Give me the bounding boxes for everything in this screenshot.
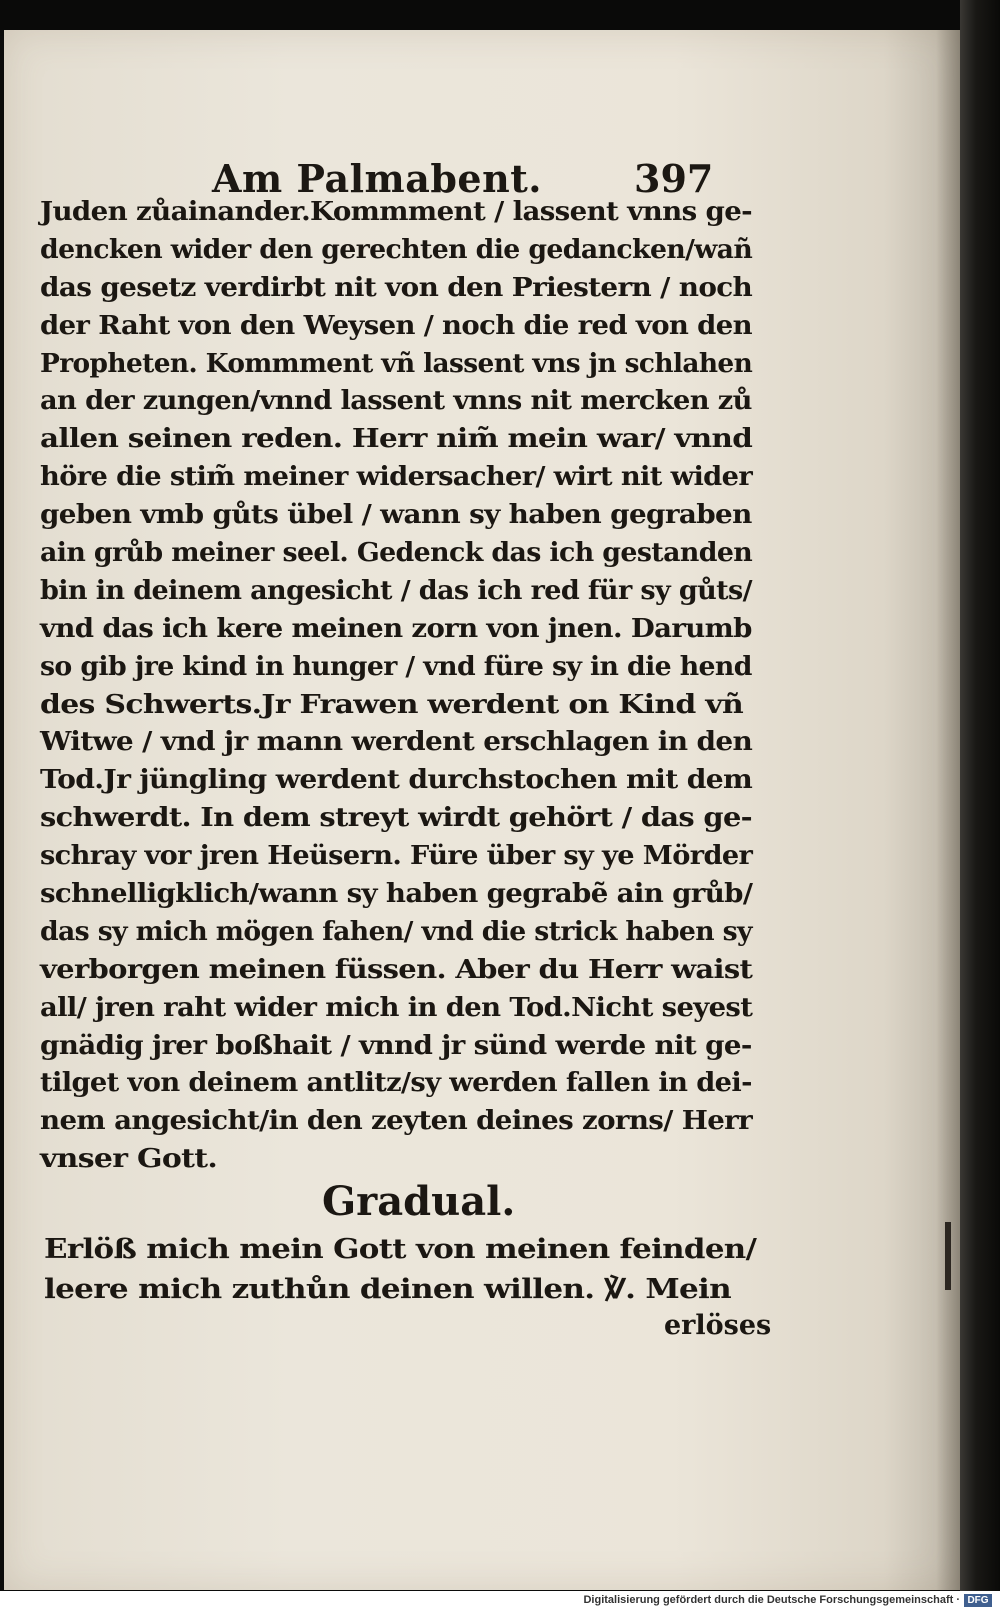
text-line: Tod.Jr jüngling werdent durchstochen mit dem bbox=[40, 765, 753, 796]
section-heading-gradual: Gradual. bbox=[322, 1178, 516, 1225]
text-line: nem angesicht/in den zeyten deines zorns/ Herr bbox=[40, 1106, 753, 1137]
text-line: bin in deinem angesicht / das ich red für sy gůts/ bbox=[40, 575, 752, 606]
footer-credit: Digitalisierung gefördert durch die Deutsche Forschungsgemeinschaft · bbox=[583, 1594, 960, 1606]
text-line: leere mich zuthůn deinen willen. ℣. Mein bbox=[44, 1274, 732, 1305]
text-line: all/ jren raht wider mich in den Tod.Nicht seyest bbox=[40, 992, 753, 1023]
margin-mark bbox=[945, 1222, 951, 1290]
text-line: vnd das ich kere meinen zorn von jnen. Darumb bbox=[40, 613, 752, 644]
footer-bar bbox=[0, 1591, 1000, 1611]
text-line: geben vmb gůts übel / wann sy haben gegraben bbox=[40, 500, 752, 531]
dfg-logo-icon: DFG bbox=[964, 1594, 992, 1607]
text-line: Juden zůainander.Kommment / lassent vnns ge- bbox=[40, 197, 753, 227]
text-line: ain grůb meiner seel. Gedenck das ich gestanden bbox=[40, 538, 753, 569]
text-line: dencken wider den gerechten die gedancken/wañ bbox=[40, 234, 753, 265]
text-line: Propheten. Kommment vñ lassent vns jn schlahen bbox=[40, 348, 753, 379]
text-line: tilget von deinem antlitz/sy werden fallen in dei- bbox=[40, 1068, 752, 1099]
body-text bbox=[40, 194, 780, 1179]
text-line: das sy mich mögen fahen/ vnd die strick haben sy bbox=[40, 916, 752, 947]
text-line: allen seinen reden. Herr nim̃ mein war/ vnnd bbox=[40, 424, 753, 455]
text-line: Erlöß mich mein Gott von meinen feinden/ bbox=[44, 1234, 757, 1265]
text-line: gnädig jrer boßhait / vnnd jr sünd werde nit ge- bbox=[40, 1030, 752, 1061]
text-line: Witwe / vnd jr mann werdent erschlagen in den bbox=[40, 727, 753, 758]
text-line: vnser Gott. bbox=[40, 1144, 218, 1175]
text-line: höre die stim̃ meiner widersacher/ wirt nit wider bbox=[40, 462, 753, 493]
book-page bbox=[4, 30, 960, 1590]
running-title: Am Palmabent. bbox=[212, 156, 543, 201]
text-line: das gesetz verdirbt nit von den Priestern / noch bbox=[40, 272, 753, 303]
text-line: verborgen meinen füssen. Aber du Herr waist bbox=[40, 954, 753, 985]
gradual-text bbox=[44, 1230, 784, 1310]
page-gutter-shadow bbox=[936, 30, 960, 1590]
text-line: schnelligklich/wann sy haben gegrabẽ ain grůb/ bbox=[40, 879, 753, 910]
page-number: 397 bbox=[634, 156, 714, 201]
text-line: an der zungen/vnnd lassent vnns nit mercken zů bbox=[40, 386, 752, 417]
text-line: so gib jre kind in hunger / vnd füre sy in die hend bbox=[40, 651, 752, 682]
text-line: der Raht von den Weysen / noch die red von den bbox=[40, 310, 752, 341]
scan-background-right bbox=[960, 0, 1000, 1611]
text-line: schwerdt. In dem streyt wirdt gehört / das ge- bbox=[40, 803, 752, 834]
text-line: schray vor jren Heüsern. Füre über sy ye Mörder bbox=[40, 841, 753, 872]
text-line: des Schwerts.Jr Frawen werdent on Kind vñ bbox=[40, 689, 744, 720]
catchword: erlöses bbox=[664, 1310, 772, 1341]
